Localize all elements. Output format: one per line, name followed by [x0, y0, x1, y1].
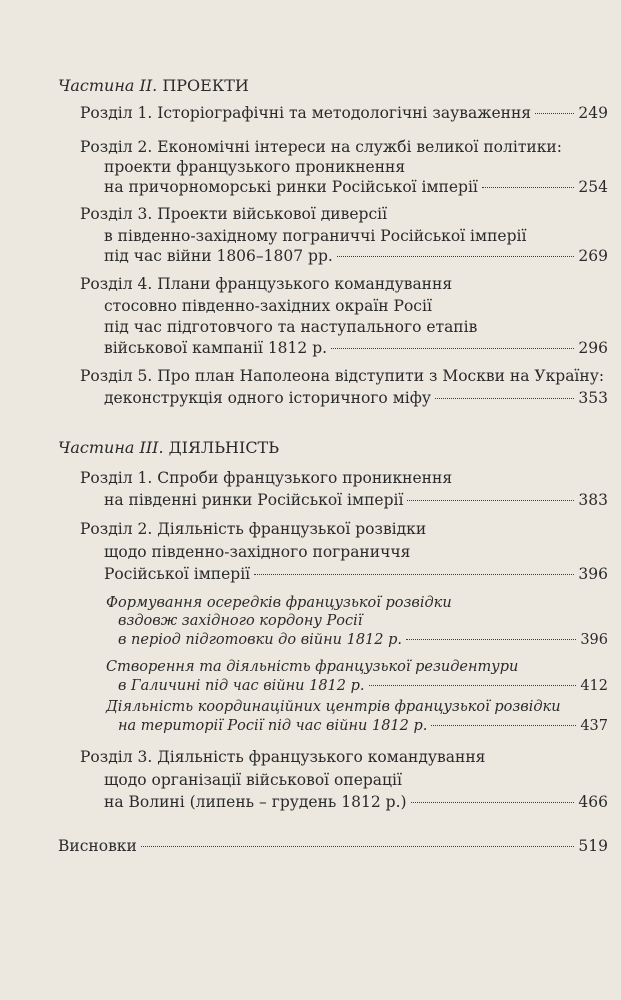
part-2-number: Частина II. — [58, 76, 158, 95]
toc-subentry-2-line1[interactable] — [106, 659, 518, 675]
dot-leader — [535, 113, 574, 114]
dot-leader — [141, 846, 575, 847]
entry-text: Розділ 4. Плани французького командування — [80, 275, 453, 293]
toc-entry-p3-ch2-line1[interactable] — [80, 520, 426, 538]
entry-text: під час підготовчого та наступального етапів — [104, 318, 478, 336]
part-3-heading — [58, 438, 279, 457]
toc-entry-p2-ch5-line1[interactable] — [80, 367, 604, 385]
entry-text: Російської імперії — [104, 565, 251, 583]
toc-entry-p2-ch3-line3[interactable] — [104, 247, 608, 265]
dot-leader — [369, 685, 577, 686]
page-number: 519 — [578, 837, 608, 855]
entry-text: Розділ 1. Спроби французького проникнення — [80, 469, 453, 487]
toc-entry-p3-ch1-line1[interactable] — [80, 469, 452, 487]
entry-text: Розділ 1. Історіографічні та методологічні зауваження — [80, 104, 532, 122]
toc-entry-p2-ch3-line2[interactable] — [104, 227, 526, 245]
dot-leader — [411, 802, 575, 803]
dot-leader — [406, 639, 576, 640]
page-number: 412 — [580, 678, 608, 694]
toc-subentry-2-line2[interactable] — [118, 678, 608, 694]
toc-entry-p2-ch2-line2[interactable] — [104, 158, 405, 176]
toc-subentry-1-line1[interactable] — [106, 595, 452, 611]
toc-subentry-1-line2[interactable] — [118, 613, 362, 629]
entry-text: проекти французького проникнення — [104, 158, 406, 176]
entry-text: вздовж західного кордону Росії — [118, 613, 363, 629]
entry-text: Розділ 3. Проекти військової диверсії — [80, 205, 388, 223]
toc-entry-p3-ch2-line2[interactable] — [104, 543, 410, 561]
dot-leader — [482, 187, 575, 188]
entry-text: на території Росії під час війни 1812 р. — [118, 718, 428, 734]
page-number: 396 — [580, 632, 608, 648]
page-number: 296 — [578, 339, 608, 357]
toc-entry-p3-ch2-line3[interactable] — [104, 565, 608, 583]
part-3-title: ДІЯЛЬНІСТЬ — [168, 438, 280, 457]
entry-text: Створення та діяльність французької резидентури — [106, 659, 519, 675]
entry-text: Висновки — [58, 837, 137, 855]
toc-entry-p2-ch1[interactable] — [80, 104, 608, 122]
page-number: 437 — [580, 718, 608, 734]
part-2-heading — [58, 76, 249, 95]
dot-leader — [435, 398, 574, 399]
page-number: 254 — [578, 178, 608, 196]
entry-text: військової кампанії 1812 р. — [104, 339, 328, 357]
entry-text: в південно-західному пограниччі Російської імперії — [104, 227, 527, 245]
toc-entry-p3-ch3-line3[interactable] — [104, 793, 608, 811]
toc-entry-conclusions[interactable] — [58, 837, 608, 855]
entry-text: щодо організації військової операції — [104, 771, 402, 789]
entry-text: Розділ 5. Про план Наполеона відступити з Москви на Україну: — [80, 367, 605, 385]
toc-subentry-3-line2[interactable] — [118, 718, 608, 734]
toc-entry-p3-ch1-line2[interactable] — [104, 491, 608, 509]
entry-text: на причорноморські ринки Російської імперії — [104, 178, 478, 196]
entry-text: Розділ 2. Діяльність французької розвідки — [80, 520, 427, 538]
page-number: 383 — [578, 491, 608, 509]
entry-text: щодо південно-західного пограниччя — [104, 543, 411, 561]
page-number: 466 — [578, 793, 608, 811]
entry-text: на Волині (липень – грудень 1812 р.) — [104, 793, 407, 811]
toc-entry-p2-ch2-line1[interactable] — [80, 138, 562, 156]
part-2-title: ПРОЕКТИ — [162, 76, 249, 95]
entry-text: під час війни 1806–1807 рр. — [104, 247, 333, 265]
entry-text: Розділ 3. Діяльність французького командування — [80, 748, 486, 766]
page-number: 269 — [578, 247, 608, 265]
entry-text: в період підготовки до війни 1812 р. — [118, 632, 403, 648]
toc-subentry-1-line3[interactable] — [118, 632, 608, 648]
dot-leader — [254, 574, 574, 575]
entry-text: деконструкція одного історичного міфу — [104, 389, 431, 407]
toc-entry-p2-ch5-line2[interactable] — [104, 389, 608, 407]
dot-leader — [431, 725, 576, 726]
entry-text: Діяльність координаційних центрів французької розвідки — [106, 699, 561, 715]
entry-text: Формування осередків французької розвідки — [106, 595, 452, 611]
part-3-number: Частина III. — [58, 438, 164, 457]
dot-leader — [331, 348, 574, 349]
toc-entry-p3-ch3-line1[interactable] — [80, 748, 485, 766]
toc-entry-p2-ch4-line1[interactable] — [80, 275, 452, 293]
entry-text: на південні ринки Російської імперії — [104, 491, 404, 509]
toc-entry-p2-ch3-line1[interactable] — [80, 205, 387, 223]
page-number: 353 — [578, 389, 608, 407]
entry-text: стосовно південно-західних окраїн Росії — [104, 297, 432, 315]
page-number: 396 — [578, 565, 608, 583]
toc-entry-p3-ch3-line2[interactable] — [104, 771, 402, 789]
entry-text: в Галичині під час війни 1812 р. — [118, 678, 365, 694]
toc-entry-p2-ch2-line3[interactable] — [104, 178, 608, 196]
toc-entry-p2-ch4-line4[interactable] — [104, 339, 608, 357]
entry-text: Розділ 2. Економічні інтереси на службі великої політики: — [80, 138, 562, 156]
toc-subentry-3-line1[interactable] — [106, 699, 561, 715]
dot-leader — [407, 500, 574, 501]
toc-entry-p2-ch4-line2[interactable] — [104, 297, 432, 315]
toc-entry-p2-ch4-line3[interactable] — [104, 318, 477, 336]
dot-leader — [337, 256, 575, 257]
page-number: 249 — [578, 104, 608, 122]
